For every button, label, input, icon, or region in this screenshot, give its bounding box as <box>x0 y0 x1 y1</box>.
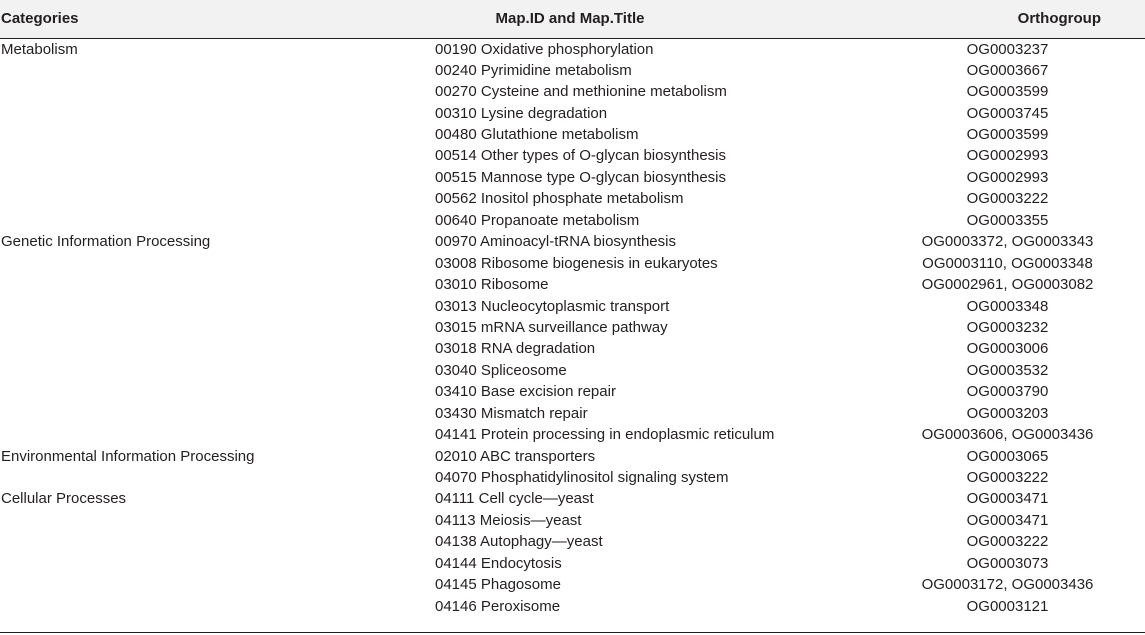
orthogroup-cell: OG0002993 <box>966 147 1049 165</box>
table-row <box>0 60 1145 81</box>
category-cell <box>0 167 330 188</box>
table-row <box>0 360 1145 381</box>
table-row <box>0 510 1145 531</box>
orthogroup-cell: OG0003790 <box>966 383 1049 401</box>
table-row <box>0 295 1145 316</box>
table-row <box>0 403 1145 424</box>
table-row <box>0 81 1145 102</box>
map-cell: 03430 Mismatch repair <box>435 404 588 422</box>
table-row <box>0 124 1145 145</box>
category-cell <box>0 403 330 424</box>
category-cell <box>0 574 330 595</box>
orthogroup-cell: OG0003110, OG0003348 <box>922 254 1093 272</box>
map-cell: 00190 Oxidative phosphorylation <box>435 40 654 58</box>
map-cell: 03040 Spliceosome <box>435 361 567 379</box>
category-cell <box>0 317 330 338</box>
category-cell <box>0 595 330 616</box>
table-row <box>0 574 1145 595</box>
category-cell <box>0 124 330 145</box>
table-row <box>0 381 1145 402</box>
table-row <box>0 38 1145 60</box>
table-body <box>0 38 1145 617</box>
table-row <box>0 210 1145 231</box>
table-row <box>0 467 1145 488</box>
header-categories: Categories <box>0 0 330 38</box>
orthogroup-cell: OG0003222 <box>966 190 1049 208</box>
map-cell: 04146 Peroxisome <box>435 597 561 615</box>
orthogroup-cell: OG0003006 <box>966 340 1049 358</box>
orthogroup-cell: OG0003471 <box>966 511 1049 529</box>
orthogroup-cell: OG0003606, OG0003436 <box>921 426 1094 444</box>
category-cell <box>0 145 330 166</box>
map-cell: 00480 Glutathione metabolism <box>435 126 639 144</box>
map-cell: 00270 Cysteine and methionine metabolism <box>435 83 727 101</box>
orthogroup-cell: OG0003222 <box>966 533 1049 551</box>
orthogroup-cell: OG0003372, OG0003343 <box>921 233 1094 251</box>
category-cell <box>0 252 330 273</box>
map-cell: 03015 mRNA surveillance pathway <box>435 318 668 336</box>
table-row <box>0 145 1145 166</box>
table-row <box>0 445 1145 466</box>
table-row <box>0 338 1145 359</box>
category-cell <box>0 274 330 295</box>
orthogroup-cell: OG0003222 <box>966 469 1049 487</box>
map-cell: 03010 Ribosome <box>435 276 549 294</box>
map-cell: 00640 Propanoate metabolism <box>435 211 640 229</box>
orthogroup-cell: OG0002993 <box>966 168 1049 186</box>
orthogroup-cell: OG0003232 <box>966 318 1049 336</box>
table-row <box>0 531 1145 552</box>
orthogroup-cell: OG0003203 <box>966 404 1049 422</box>
map-cell: 04145 Phagosome <box>435 576 561 594</box>
category-cell <box>0 295 330 316</box>
map-cell: 00562 Inositol phosphate metabolism <box>435 190 684 208</box>
category-cell <box>0 360 330 381</box>
map-cell: 00310 Lysine degradation <box>435 104 608 122</box>
map-cell: 04070 Phosphatidylinositol signaling system <box>435 469 729 487</box>
table-row <box>0 553 1145 574</box>
header-row <box>0 0 1145 38</box>
orthogroup-cell: OG0003355 <box>966 211 1049 229</box>
map-cell: 04111 Cell cycle—yeast <box>435 490 594 508</box>
map-cell: 03008 Ribosome biogenesis in eukaryotes <box>435 254 718 272</box>
table-row <box>0 252 1145 273</box>
category-cell <box>0 102 330 123</box>
table-row <box>0 167 1145 188</box>
orthogroup-cell: OG0002961, OG0003082 <box>921 276 1094 294</box>
orthogroup-cell: OG0003348 <box>966 297 1049 315</box>
map-cell: 04144 Endocytosis <box>435 554 562 572</box>
category-cell: Environmental Information Processing <box>1 447 255 465</box>
category-cell <box>0 531 330 552</box>
table-row <box>0 424 1145 445</box>
table-row <box>0 231 1145 252</box>
map-cell: 00514 Other types of O-glycan biosynthesis <box>435 147 726 165</box>
category-cell <box>0 424 330 445</box>
header-orthogroup: Orthogroup <box>810 0 1145 38</box>
category-cell <box>0 338 330 359</box>
category-cell: Genetic Information Processing <box>1 233 211 251</box>
orthogroup-cell: OG0003745 <box>966 104 1049 122</box>
category-cell <box>0 553 330 574</box>
orthogroup-cell: OG0003237 <box>966 40 1049 58</box>
category-cell: Metabolism <box>1 40 78 58</box>
category-cell <box>0 188 330 209</box>
map-cell: 03013 Nucleocytoplasmic transport <box>435 297 670 315</box>
map-cell: 04141 Protein processing in endoplasmic reticulum <box>435 426 775 444</box>
table-row <box>0 188 1145 209</box>
orthogroup-cell: OG0003065 <box>966 447 1049 465</box>
category-cell <box>0 210 330 231</box>
map-cell: 03018 RNA degradation <box>435 340 596 358</box>
map-cell: 00515 Mannose type O-glycan biosynthesis <box>435 168 727 186</box>
map-cell: 04138 Autophagy—yeast <box>435 533 603 551</box>
table-row <box>0 317 1145 338</box>
map-cell: 00970 Aminoacyl-tRNA biosynthesis <box>435 233 676 251</box>
orthogroup-cell: OG0003599 <box>966 126 1049 144</box>
orthogroup-cell: OG0003172, OG0003436 <box>921 576 1094 594</box>
orthogroup-cell: OG0003667 <box>966 61 1049 79</box>
map-cell: 04113 Meiosis—yeast <box>435 511 582 529</box>
map-cell: 03410 Base excision repair <box>435 383 616 401</box>
orthogroup-cell: OG0003599 <box>966 83 1049 101</box>
table-row <box>0 102 1145 123</box>
orthogroup-cell: OG0003073 <box>966 554 1049 572</box>
table-header <box>0 0 1145 38</box>
category-cell <box>0 381 330 402</box>
category-cell <box>0 510 330 531</box>
header-map-id-title: Map.ID and Map.Title <box>330 0 810 38</box>
orthogroup-cell: OG0003121 <box>966 597 1049 615</box>
category-cell <box>0 467 330 488</box>
orthogroup-cell: OG0003532 <box>966 361 1049 379</box>
table-row <box>0 488 1145 509</box>
map-cell: 00240 Pyrimidine metabolism <box>435 61 632 79</box>
category-cell <box>0 81 330 102</box>
orthogroup-cell: OG0003471 <box>966 490 1049 508</box>
table-row <box>0 274 1145 295</box>
table-bottom-rule <box>0 632 1145 633</box>
table-row <box>0 595 1145 616</box>
map-cell: 02010 ABC transporters <box>435 447 596 465</box>
category-cell <box>0 60 330 81</box>
category-cell: Cellular Processes <box>1 490 127 508</box>
